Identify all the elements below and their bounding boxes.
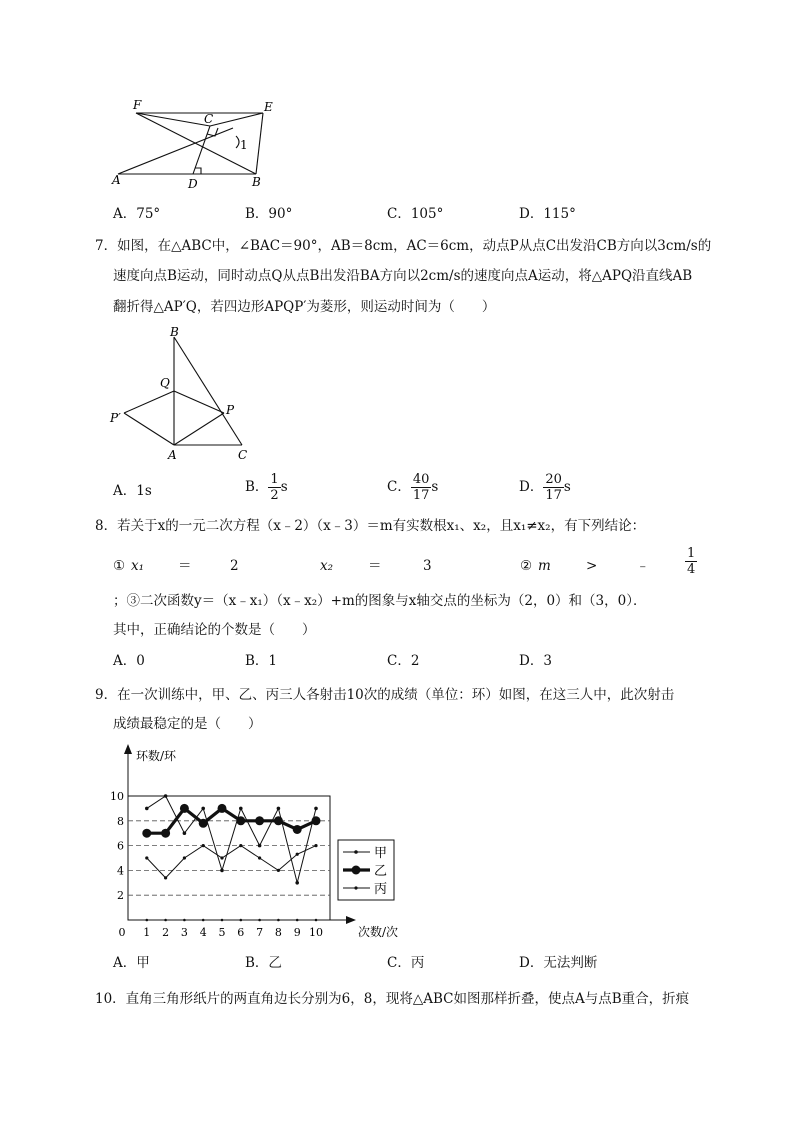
- chart-legend-marker-2: [352, 866, 361, 875]
- q9-option-d[interactable]: D．无法判断: [519, 955, 598, 971]
- chart-series-line-3: [147, 846, 316, 878]
- chart-series-2-point: [312, 816, 321, 825]
- q8-conclusion-2-neg: ﹣: [636, 558, 650, 574]
- chart-x-tick-mark: [164, 919, 167, 922]
- chart-x-tick-label: 6: [237, 926, 245, 939]
- q9-option-c[interactable]: C．丙: [387, 955, 425, 971]
- q8-conclusion-2-denominator: 4: [687, 562, 696, 577]
- q8-conclusion-1-eq1: ＝: [178, 558, 192, 574]
- chart-x-tick-label: 7: [256, 926, 264, 939]
- chart-series-2-point: [180, 804, 189, 813]
- chart-series-1-point: [258, 844, 262, 848]
- q7-label-c: C: [238, 448, 248, 462]
- q7-text-line1: 7．如图，在△ABC中，∠BAC＝90°，AB＝8cm，AC＝6cm，动点P从点C出发沿CB方向以3cm/s的: [95, 238, 712, 254]
- chart-series-1-point: [220, 869, 224, 873]
- chart-x-tick-label: 0: [118, 926, 126, 939]
- q7-option-b-fraction: [268, 472, 280, 503]
- q6-angle-1-arc: [236, 136, 239, 148]
- chart-x-tick-label: 5: [218, 926, 226, 939]
- q7-option-d-prefix: D．: [519, 479, 544, 495]
- chart-series-3-point: [239, 844, 242, 847]
- chart-series-1-point: [164, 794, 168, 798]
- q7-option-c-numerator: 40: [412, 472, 430, 487]
- chart-series-1-point: [145, 807, 149, 811]
- q9-text-line2: 成绩最稳定的是（ ）: [113, 716, 262, 732]
- q7-label-p-prime: P′: [110, 411, 121, 425]
- q7-label-p: P: [226, 403, 235, 417]
- q7-option-c-fraction: [411, 472, 432, 503]
- q8-conclusion-2-fraction: [685, 546, 697, 577]
- chart-series-3-point: [314, 844, 317, 847]
- q7-segment-qp2: [124, 391, 174, 413]
- q8-option-a[interactable]: A．0: [113, 653, 145, 669]
- q7-option-a[interactable]: A．1s: [113, 483, 152, 499]
- q6-label-c: C: [204, 112, 214, 126]
- chart-x-tick-mark: [221, 919, 224, 922]
- chart-legend-label-3: 丙: [374, 882, 388, 897]
- chart-y-tick-label: 10: [110, 790, 124, 803]
- q7-option-d-unit: s: [563, 479, 571, 495]
- chart-x-tick-label: 9: [293, 926, 301, 939]
- chart-x-tick-mark: [183, 919, 186, 922]
- chart-y-tick-label: 2: [117, 889, 124, 903]
- q6-segment-ce: [210, 113, 263, 126]
- q8-conclusion-1-x1: x₁: [131, 558, 145, 574]
- q7-option-b-numerator: 1: [270, 472, 279, 487]
- q7-figure: [108, 325, 268, 465]
- q6-segment-fc: [136, 113, 210, 126]
- chart-y-tick-label: 4: [117, 864, 124, 878]
- q9-text-line1: 9．在一次训练中，甲、乙、丙三人各射击10次的成绩（单位：环）如图，在这三人中，此次射击: [95, 687, 675, 703]
- q7-label-q: Q: [160, 376, 170, 390]
- chart-x-tick-mark: [240, 919, 243, 922]
- q7-option-b-prefix: B．: [245, 479, 269, 495]
- chart-x-axis-label: 次数/次: [358, 925, 399, 939]
- q7-option-d[interactable]: [519, 472, 571, 503]
- chart-x-tick-mark: [202, 919, 205, 922]
- chart-x-tick-label: 10: [309, 926, 323, 939]
- chart-series-1-point: [277, 807, 281, 811]
- q7-option-c-prefix: C．: [387, 479, 411, 495]
- q7-label-a: A: [168, 448, 177, 462]
- q6-label-e: E: [264, 100, 273, 114]
- q7-option-c-denominator: 17: [412, 488, 430, 503]
- q8-conclusion-2-mark: ②: [520, 558, 533, 574]
- chart-series-2-point: [199, 819, 208, 828]
- chart-series-2-point: [161, 829, 170, 838]
- q7-segment-ap: [174, 413, 224, 445]
- q6-segment-eb: [256, 113, 263, 174]
- chart-x-tick-label: 3: [180, 926, 188, 939]
- chart-series-3-point: [277, 869, 280, 872]
- chart-y-tick-label: 6: [117, 839, 124, 853]
- q8-conclusion-1-x2: x₂: [320, 558, 334, 574]
- chart-x-tick-mark: [315, 919, 318, 922]
- chart-x-tick-mark: [277, 919, 280, 922]
- chart-x-tick-label: 4: [199, 926, 207, 939]
- chart-series-3-point: [164, 876, 167, 879]
- q9-option-a[interactable]: A．甲: [113, 955, 150, 971]
- q7-option-d-denominator: 17: [545, 488, 562, 503]
- q7-segment-ap2: [124, 413, 174, 445]
- chart-series-1-point: [314, 807, 318, 811]
- q8-text-line3: ；③二次函数y＝（x﹣x₁）（x﹣x₂）+m的图象与x轴交点的坐标为（2，0）和（3，0）．: [113, 593, 647, 609]
- chart-x-tick-mark: [296, 919, 299, 922]
- q8-option-d[interactable]: D．3: [519, 653, 552, 669]
- chart-series-1-point: [239, 807, 243, 811]
- q7-option-b-denominator: 2: [270, 488, 279, 503]
- q8-conclusion-2-m: m: [538, 558, 551, 574]
- q6-label-b: B: [252, 175, 261, 189]
- q9-line-chart: [108, 738, 408, 948]
- q6-option-b[interactable]: B．90°: [245, 206, 293, 222]
- chart-x-tick-label: 8: [274, 926, 282, 939]
- chart-series-3-point: [183, 856, 186, 859]
- q8-conclusion-2-gt: >: [586, 558, 598, 574]
- q8-conclusion-1-v2: 3: [423, 558, 432, 574]
- q7-option-b[interactable]: [245, 472, 288, 503]
- chart-series-3-point: [202, 844, 205, 847]
- chart-series-3-point: [220, 856, 223, 859]
- q8-option-c[interactable]: C．2: [387, 653, 420, 669]
- q8-text-line4: 其中，正确结论的个数是（ ）: [113, 622, 316, 638]
- q6-label-d: D: [188, 177, 198, 191]
- chart-x-tick-label: 1: [143, 926, 151, 939]
- chart-legend-label-2: 乙: [374, 864, 388, 879]
- chart-x-tick-mark: [258, 919, 261, 922]
- q7-text-line2: 速度向点B运动，同时动点Q从点B出发沿BA方向以2cm/s的速度向点A运动，将△APQ沿直线AB: [113, 268, 693, 284]
- chart-series-2-point: [236, 816, 245, 825]
- chart-legend-marker-3: [354, 886, 357, 889]
- q6-right-angle-d: [195, 168, 201, 174]
- chart-series-1-point: [201, 807, 205, 811]
- q7-option-c[interactable]: [387, 472, 438, 503]
- chart-y-axis-label: 环数/环: [136, 749, 177, 763]
- chart-series-line-1: [147, 796, 316, 883]
- chart-x-axis-arrow: [346, 916, 356, 924]
- q6-option-c[interactable]: C．105°: [387, 206, 444, 222]
- chart-legend-marker-1: [354, 850, 358, 854]
- q9-option-b[interactable]: B．乙: [245, 955, 282, 971]
- q7-text-line3: 翻折得△AP′Q，若四边形APQP′为菱形，则运动时间为（ ）: [113, 299, 496, 315]
- q7-option-b-unit: s: [280, 479, 288, 495]
- chart-series-2-point: [293, 825, 302, 834]
- q6-label-a: A: [112, 173, 121, 187]
- chart-y-tick-label: 8: [117, 814, 124, 828]
- chart-series-2-point: [142, 829, 151, 838]
- chart-y-axis-arrow: [124, 744, 132, 754]
- chart-x-tick-label: 2: [162, 926, 170, 939]
- q8-conclusion-1-v1: 2: [230, 558, 239, 574]
- chart-series-2-point: [218, 804, 227, 813]
- chart-x-tick-mark: [146, 919, 149, 922]
- q7-label-b: B: [170, 325, 179, 339]
- q6-segment-cd: [193, 126, 210, 174]
- chart-series-3-point: [145, 856, 148, 859]
- q8-text-line1: 8．若关于x的一元二次方程（x﹣2）（x﹣3）＝m有实数根x₁、x₂，且x₁≠x₂，有下列结论：: [95, 518, 646, 534]
- q6-label-1: 1: [240, 138, 248, 152]
- chart-series-1-point: [183, 831, 187, 835]
- q7-option-d-numerator: 20: [545, 472, 562, 487]
- chart-series-3-point: [258, 856, 261, 859]
- chart-series-3-point: [296, 853, 299, 856]
- q7-segment-bc: [174, 337, 242, 445]
- q8-conclusion-2-numerator: 1: [687, 546, 696, 561]
- q8-conclusion-1-eq2: ＝: [368, 558, 382, 574]
- chart-series-2-point: [274, 816, 283, 825]
- q8-option-b[interactable]: B．1: [245, 653, 278, 669]
- q6-option-d[interactable]: D．115°: [519, 206, 576, 222]
- q6-label-f: F: [133, 98, 142, 112]
- chart-series-2-point: [255, 816, 264, 825]
- q7-segment-qp: [174, 391, 224, 413]
- q8-conclusion-1-mark: ①: [113, 558, 126, 574]
- q10-text-line1: 10．直角三角形纸片的两直角边长分别为6，8，现将△ABC如图那样折叠，使点A与点B重合，折痕: [95, 991, 690, 1007]
- q7-option-c-unit: s: [431, 479, 439, 495]
- chart-series-1-point: [295, 881, 299, 885]
- q6-option-a[interactable]: A．75°: [113, 206, 161, 222]
- q6-figure: [110, 96, 310, 192]
- q7-option-d-fraction: [543, 472, 564, 503]
- chart-legend-label-1: 甲: [374, 846, 388, 861]
